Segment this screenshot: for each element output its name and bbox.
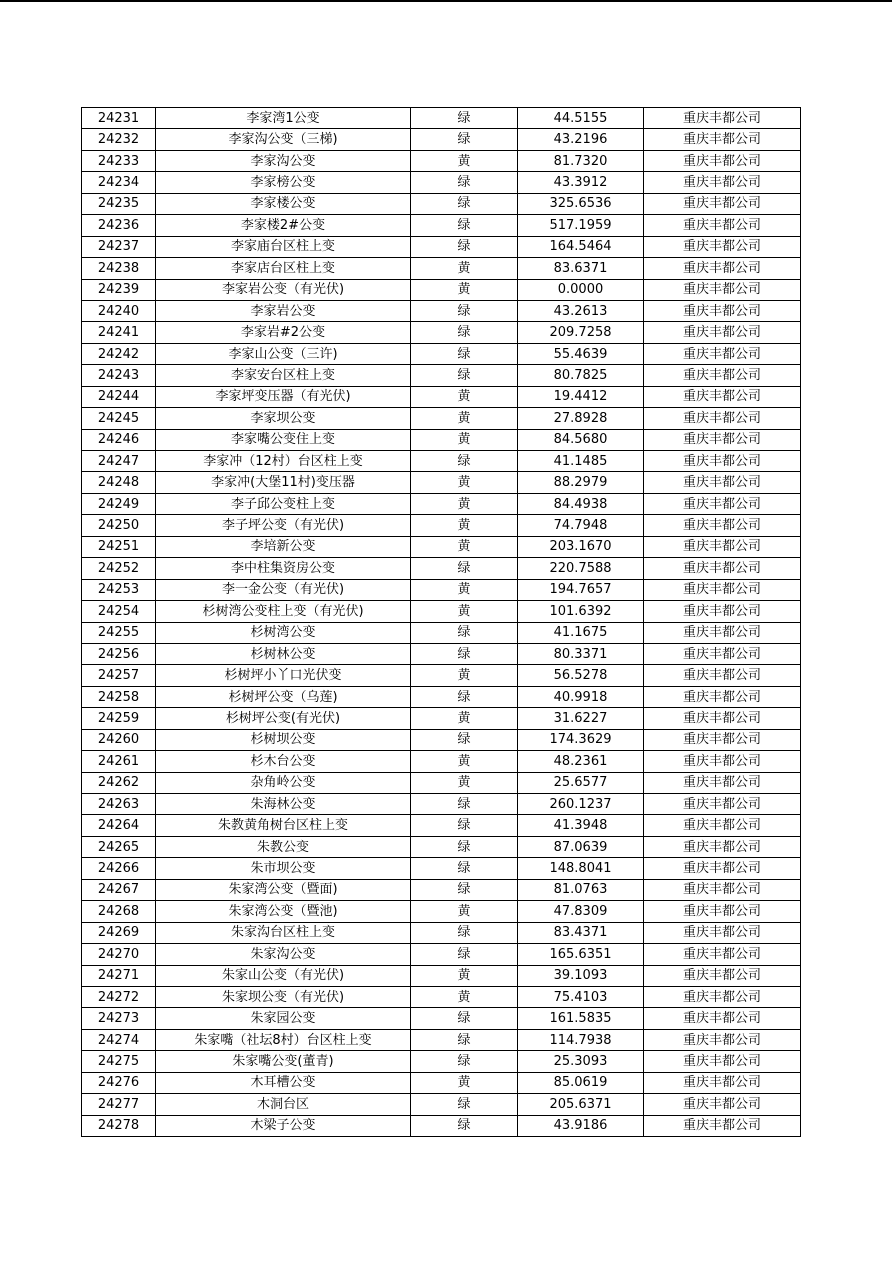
table-row [82, 472, 801, 493]
table-row [82, 150, 801, 171]
row-id-cell: 24235 [82, 193, 156, 214]
value-cell: 161.5835 [518, 1008, 644, 1029]
company-cell: 重庆丰都公司 [644, 965, 801, 986]
transformer-name-cell: 杂角岭公变 [156, 772, 411, 793]
value-cell: 83.6371 [518, 258, 644, 279]
transformer-name-cell: 李家嘴公变住上变 [156, 429, 411, 450]
status-color-cell: 黄 [411, 1072, 518, 1093]
company-cell: 重庆丰都公司 [644, 686, 801, 707]
value-cell: 55.4639 [518, 343, 644, 364]
table-row [82, 493, 801, 514]
status-color-cell: 绿 [411, 215, 518, 236]
status-color-cell: 绿 [411, 643, 518, 664]
transformer-name-cell: 李家沟公变 [156, 150, 411, 171]
transformer-name-cell: 朱教黄角树台区柱上变 [156, 815, 411, 836]
value-cell: 41.1675 [518, 622, 644, 643]
table-row [82, 965, 801, 986]
transformer-name-cell: 李家楼2#公变 [156, 215, 411, 236]
value-cell: 81.0763 [518, 879, 644, 900]
row-id-cell: 24272 [82, 986, 156, 1007]
table-row [82, 515, 801, 536]
transformer-name-cell: 李培新公变 [156, 536, 411, 557]
table-row [82, 536, 801, 557]
value-cell: 165.6351 [518, 944, 644, 965]
table-row [82, 172, 801, 193]
table-row [82, 879, 801, 900]
transformer-name-cell: 李家岩#2公变 [156, 322, 411, 343]
value-cell: 56.5278 [518, 665, 644, 686]
company-cell: 重庆丰都公司 [644, 386, 801, 407]
transformer-name-cell: 朱家嘴公变(董青) [156, 1051, 411, 1072]
page-top-border [0, 0, 892, 2]
transformer-name-cell: 杉树坪小丫口光伏变 [156, 665, 411, 686]
company-cell: 重庆丰都公司 [644, 1072, 801, 1093]
status-color-cell: 绿 [411, 858, 518, 879]
row-id-cell: 24251 [82, 536, 156, 557]
status-color-cell: 黄 [411, 536, 518, 557]
company-cell: 重庆丰都公司 [644, 429, 801, 450]
table-row [82, 708, 801, 729]
row-id-cell: 24258 [82, 686, 156, 707]
value-cell: 43.9186 [518, 1115, 644, 1136]
row-id-cell: 24266 [82, 858, 156, 879]
value-cell: 41.1485 [518, 451, 644, 472]
company-cell: 重庆丰都公司 [644, 258, 801, 279]
row-id-cell: 24244 [82, 386, 156, 407]
value-cell: 44.5155 [518, 108, 644, 129]
table-row [82, 729, 801, 750]
row-id-cell: 24254 [82, 601, 156, 622]
company-cell: 重庆丰都公司 [644, 643, 801, 664]
status-color-cell: 绿 [411, 815, 518, 836]
status-color-cell: 绿 [411, 686, 518, 707]
row-id-cell: 24245 [82, 408, 156, 429]
company-cell: 重庆丰都公司 [644, 751, 801, 772]
value-cell: 25.6577 [518, 772, 644, 793]
company-cell: 重庆丰都公司 [644, 408, 801, 429]
table-row [82, 794, 801, 815]
table-row [82, 665, 801, 686]
company-cell: 重庆丰都公司 [644, 729, 801, 750]
status-color-cell: 绿 [411, 922, 518, 943]
value-cell: 25.3093 [518, 1051, 644, 1072]
company-cell: 重庆丰都公司 [644, 794, 801, 815]
status-color-cell: 绿 [411, 1051, 518, 1072]
value-cell: 75.4103 [518, 986, 644, 1007]
value-cell: 114.7938 [518, 1029, 644, 1050]
table-row [82, 579, 801, 600]
row-id-cell: 24242 [82, 343, 156, 364]
status-color-cell: 绿 [411, 558, 518, 579]
table-row [82, 322, 801, 343]
table-row [82, 258, 801, 279]
company-cell: 重庆丰都公司 [644, 836, 801, 857]
row-id-cell: 24252 [82, 558, 156, 579]
value-cell: 27.8928 [518, 408, 644, 429]
transformer-name-cell: 李家岩公变 [156, 300, 411, 321]
transformer-name-cell: 朱家湾公变（暨池) [156, 901, 411, 922]
status-color-cell: 黄 [411, 708, 518, 729]
status-color-cell: 黄 [411, 772, 518, 793]
company-cell: 重庆丰都公司 [644, 365, 801, 386]
status-color-cell: 绿 [411, 343, 518, 364]
value-cell: 41.3948 [518, 815, 644, 836]
transformer-name-cell: 李子邱公变柱上变 [156, 493, 411, 514]
row-id-cell: 24265 [82, 836, 156, 857]
row-id-cell: 24260 [82, 729, 156, 750]
transformer-name-cell: 李家店台区柱上变 [156, 258, 411, 279]
transformer-name-cell: 木梁子公变 [156, 1115, 411, 1136]
status-color-cell: 绿 [411, 365, 518, 386]
status-color-cell: 绿 [411, 1094, 518, 1115]
table-row [82, 408, 801, 429]
row-id-cell: 24264 [82, 815, 156, 836]
status-color-cell: 黄 [411, 986, 518, 1007]
table-row [82, 558, 801, 579]
status-color-cell: 黄 [411, 279, 518, 300]
value-cell: 101.6392 [518, 601, 644, 622]
row-id-cell: 24273 [82, 1008, 156, 1029]
row-id-cell: 24248 [82, 472, 156, 493]
company-cell: 重庆丰都公司 [644, 515, 801, 536]
company-cell: 重庆丰都公司 [644, 1008, 801, 1029]
row-id-cell: 24240 [82, 300, 156, 321]
company-cell: 重庆丰都公司 [644, 579, 801, 600]
transformer-name-cell: 李家湾1公变 [156, 108, 411, 129]
transformer-name-cell: 杉树坪公变(有光伏) [156, 708, 411, 729]
value-cell: 43.2196 [518, 129, 644, 150]
transformer-name-cell: 李家岩公变（有光伏) [156, 279, 411, 300]
status-color-cell: 黄 [411, 150, 518, 171]
value-cell: 85.0619 [518, 1072, 644, 1093]
table-row [82, 858, 801, 879]
value-cell: 83.4371 [518, 922, 644, 943]
value-cell: 148.8041 [518, 858, 644, 879]
status-color-cell: 黄 [411, 965, 518, 986]
company-cell: 重庆丰都公司 [644, 493, 801, 514]
table-row [82, 1115, 801, 1136]
table-row [82, 751, 801, 772]
company-cell: 重庆丰都公司 [644, 150, 801, 171]
table-row [82, 901, 801, 922]
table-row [82, 772, 801, 793]
table-row [82, 601, 801, 622]
row-id-cell: 24237 [82, 236, 156, 257]
status-color-cell: 黄 [411, 751, 518, 772]
transformer-name-cell: 杉木台公变 [156, 751, 411, 772]
row-id-cell: 24277 [82, 1094, 156, 1115]
table-row [82, 1051, 801, 1072]
value-cell: 84.5680 [518, 429, 644, 450]
status-color-cell: 黄 [411, 493, 518, 514]
table-row [82, 129, 801, 150]
table-row [82, 1094, 801, 1115]
value-cell: 205.6371 [518, 1094, 644, 1115]
status-color-cell: 黄 [411, 408, 518, 429]
transformer-name-cell: 杉树湾公变 [156, 622, 411, 643]
transformer-name-cell: 李家庙台区柱上变 [156, 236, 411, 257]
status-color-cell: 绿 [411, 1008, 518, 1029]
transformer-name-cell: 李家山公变（三许) [156, 343, 411, 364]
table-row [82, 815, 801, 836]
transformer-name-cell: 李家楼公变 [156, 193, 411, 214]
table-body [82, 108, 801, 1137]
status-color-cell: 黄 [411, 515, 518, 536]
company-cell: 重庆丰都公司 [644, 1115, 801, 1136]
row-id-cell: 24267 [82, 879, 156, 900]
status-color-cell: 绿 [411, 108, 518, 129]
status-color-cell: 绿 [411, 129, 518, 150]
transformer-name-cell: 朱市坝公变 [156, 858, 411, 879]
row-id-cell: 24268 [82, 901, 156, 922]
row-id-cell: 24250 [82, 515, 156, 536]
status-color-cell: 绿 [411, 1029, 518, 1050]
company-cell: 重庆丰都公司 [644, 858, 801, 879]
status-color-cell: 绿 [411, 322, 518, 343]
table-row [82, 365, 801, 386]
company-cell: 重庆丰都公司 [644, 986, 801, 1007]
transformer-name-cell: 杉树坪公变（乌莲) [156, 686, 411, 707]
company-cell: 重庆丰都公司 [644, 472, 801, 493]
company-cell: 重庆丰都公司 [644, 322, 801, 343]
transformer-name-cell: 朱家嘴（社坛8村）台区柱上变 [156, 1029, 411, 1050]
value-cell: 209.7258 [518, 322, 644, 343]
company-cell: 重庆丰都公司 [644, 193, 801, 214]
value-cell: 84.4938 [518, 493, 644, 514]
row-id-cell: 24253 [82, 579, 156, 600]
value-cell: 0.0000 [518, 279, 644, 300]
row-id-cell: 24270 [82, 944, 156, 965]
table-row [82, 236, 801, 257]
transformer-name-cell: 李家沟公变（三梯) [156, 129, 411, 150]
table-row [82, 279, 801, 300]
transformer-name-cell: 李家冲(大堡11村)变压器 [156, 472, 411, 493]
company-cell: 重庆丰都公司 [644, 279, 801, 300]
status-color-cell: 绿 [411, 794, 518, 815]
row-id-cell: 24249 [82, 493, 156, 514]
row-id-cell: 24269 [82, 922, 156, 943]
company-cell: 重庆丰都公司 [644, 901, 801, 922]
row-id-cell: 24232 [82, 129, 156, 150]
transformer-name-cell: 朱家山公变（有光伏) [156, 965, 411, 986]
transformer-name-cell: 李子坪公变（有光伏) [156, 515, 411, 536]
status-color-cell: 黄 [411, 386, 518, 407]
table-row [82, 1029, 801, 1050]
table-row [82, 944, 801, 965]
row-id-cell: 24263 [82, 794, 156, 815]
value-cell: 74.7948 [518, 515, 644, 536]
transformer-name-cell: 朱家湾公变（暨面) [156, 879, 411, 900]
transformer-name-cell: 李一金公变（有光伏) [156, 579, 411, 600]
value-cell: 174.3629 [518, 729, 644, 750]
company-cell: 重庆丰都公司 [644, 772, 801, 793]
status-color-cell: 黄 [411, 258, 518, 279]
company-cell: 重庆丰都公司 [644, 300, 801, 321]
row-id-cell: 24262 [82, 772, 156, 793]
transformer-table [81, 107, 801, 1137]
transformer-name-cell: 朱家沟公变 [156, 944, 411, 965]
row-id-cell: 24274 [82, 1029, 156, 1050]
value-cell: 47.8309 [518, 901, 644, 922]
value-cell: 260.1237 [518, 794, 644, 815]
company-cell: 重庆丰都公司 [644, 451, 801, 472]
row-id-cell: 24275 [82, 1051, 156, 1072]
value-cell: 517.1959 [518, 215, 644, 236]
transformer-name-cell: 朱海林公变 [156, 794, 411, 815]
table-row [82, 622, 801, 643]
company-cell: 重庆丰都公司 [644, 1051, 801, 1072]
status-color-cell: 黄 [411, 601, 518, 622]
company-cell: 重庆丰都公司 [644, 944, 801, 965]
row-id-cell: 24233 [82, 150, 156, 171]
row-id-cell: 24246 [82, 429, 156, 450]
transformer-name-cell: 杉树湾公变柱上变（有光伏) [156, 601, 411, 622]
value-cell: 88.2979 [518, 472, 644, 493]
company-cell: 重庆丰都公司 [644, 215, 801, 236]
transformer-name-cell: 杉树坝公变 [156, 729, 411, 750]
company-cell: 重庆丰都公司 [644, 922, 801, 943]
status-color-cell: 绿 [411, 729, 518, 750]
row-id-cell: 24278 [82, 1115, 156, 1136]
value-cell: 40.9918 [518, 686, 644, 707]
company-cell: 重庆丰都公司 [644, 236, 801, 257]
value-cell: 81.7320 [518, 150, 644, 171]
status-color-cell: 绿 [411, 944, 518, 965]
table-row [82, 836, 801, 857]
row-id-cell: 24271 [82, 965, 156, 986]
company-cell: 重庆丰都公司 [644, 708, 801, 729]
value-cell: 194.7657 [518, 579, 644, 600]
row-id-cell: 24257 [82, 665, 156, 686]
company-cell: 重庆丰都公司 [644, 665, 801, 686]
table-row [82, 922, 801, 943]
value-cell: 43.2613 [518, 300, 644, 321]
company-cell: 重庆丰都公司 [644, 536, 801, 557]
row-id-cell: 24239 [82, 279, 156, 300]
company-cell: 重庆丰都公司 [644, 558, 801, 579]
status-color-cell: 绿 [411, 300, 518, 321]
table-row [82, 1072, 801, 1093]
value-cell: 203.1670 [518, 536, 644, 557]
row-id-cell: 24234 [82, 172, 156, 193]
row-id-cell: 24236 [82, 215, 156, 236]
table-row [82, 215, 801, 236]
table-row [82, 108, 801, 129]
table-row [82, 643, 801, 664]
value-cell: 39.1093 [518, 965, 644, 986]
row-id-cell: 24261 [82, 751, 156, 772]
company-cell: 重庆丰都公司 [644, 1029, 801, 1050]
table-row [82, 343, 801, 364]
transformer-name-cell: 朱家坝公变（有光伏) [156, 986, 411, 1007]
value-cell: 31.6227 [518, 708, 644, 729]
row-id-cell: 24238 [82, 258, 156, 279]
table-row [82, 193, 801, 214]
value-cell: 19.4412 [518, 386, 644, 407]
status-color-cell: 绿 [411, 879, 518, 900]
table-row [82, 451, 801, 472]
transformer-name-cell: 李家榜公变 [156, 172, 411, 193]
transformer-name-cell: 李家冲（12村）台区柱上变 [156, 451, 411, 472]
transformer-name-cell: 朱家园公变 [156, 1008, 411, 1029]
value-cell: 80.7825 [518, 365, 644, 386]
status-color-cell: 黄 [411, 429, 518, 450]
status-color-cell: 黄 [411, 901, 518, 922]
company-cell: 重庆丰都公司 [644, 1094, 801, 1115]
company-cell: 重庆丰都公司 [644, 815, 801, 836]
transformer-name-cell: 朱教公变 [156, 836, 411, 857]
table-row [82, 386, 801, 407]
table-row [82, 686, 801, 707]
transformer-name-cell: 木耳槽公变 [156, 1072, 411, 1093]
status-color-cell: 绿 [411, 836, 518, 857]
company-cell: 重庆丰都公司 [644, 108, 801, 129]
row-id-cell: 24247 [82, 451, 156, 472]
company-cell: 重庆丰都公司 [644, 601, 801, 622]
row-id-cell: 24241 [82, 322, 156, 343]
company-cell: 重庆丰都公司 [644, 343, 801, 364]
status-color-cell: 绿 [411, 1115, 518, 1136]
status-color-cell: 绿 [411, 172, 518, 193]
table-row [82, 1008, 801, 1029]
company-cell: 重庆丰都公司 [644, 172, 801, 193]
value-cell: 164.5464 [518, 236, 644, 257]
row-id-cell: 24256 [82, 643, 156, 664]
value-cell: 80.3371 [518, 643, 644, 664]
value-cell: 325.6536 [518, 193, 644, 214]
transformer-name-cell: 李家坪变压器（有光伏) [156, 386, 411, 407]
transformer-name-cell: 朱家沟台区柱上变 [156, 922, 411, 943]
status-color-cell: 黄 [411, 579, 518, 600]
transformer-name-cell: 李家坝公变 [156, 408, 411, 429]
row-id-cell: 24231 [82, 108, 156, 129]
status-color-cell: 绿 [411, 236, 518, 257]
table-row [82, 986, 801, 1007]
table-row [82, 429, 801, 450]
company-cell: 重庆丰都公司 [644, 879, 801, 900]
value-cell: 43.3912 [518, 172, 644, 193]
transformer-name-cell: 李家安台区柱上变 [156, 365, 411, 386]
transformer-name-cell: 李中柱集资房公变 [156, 558, 411, 579]
company-cell: 重庆丰都公司 [644, 622, 801, 643]
value-cell: 87.0639 [518, 836, 644, 857]
status-color-cell: 黄 [411, 665, 518, 686]
transformer-name-cell: 杉树林公变 [156, 643, 411, 664]
row-id-cell: 24243 [82, 365, 156, 386]
status-color-cell: 绿 [411, 451, 518, 472]
row-id-cell: 24259 [82, 708, 156, 729]
status-color-cell: 绿 [411, 193, 518, 214]
value-cell: 220.7588 [518, 558, 644, 579]
transformer-name-cell: 木洞台区 [156, 1094, 411, 1115]
company-cell: 重庆丰都公司 [644, 129, 801, 150]
table-row [82, 300, 801, 321]
row-id-cell: 24276 [82, 1072, 156, 1093]
row-id-cell: 24255 [82, 622, 156, 643]
status-color-cell: 绿 [411, 622, 518, 643]
value-cell: 48.2361 [518, 751, 644, 772]
status-color-cell: 黄 [411, 472, 518, 493]
